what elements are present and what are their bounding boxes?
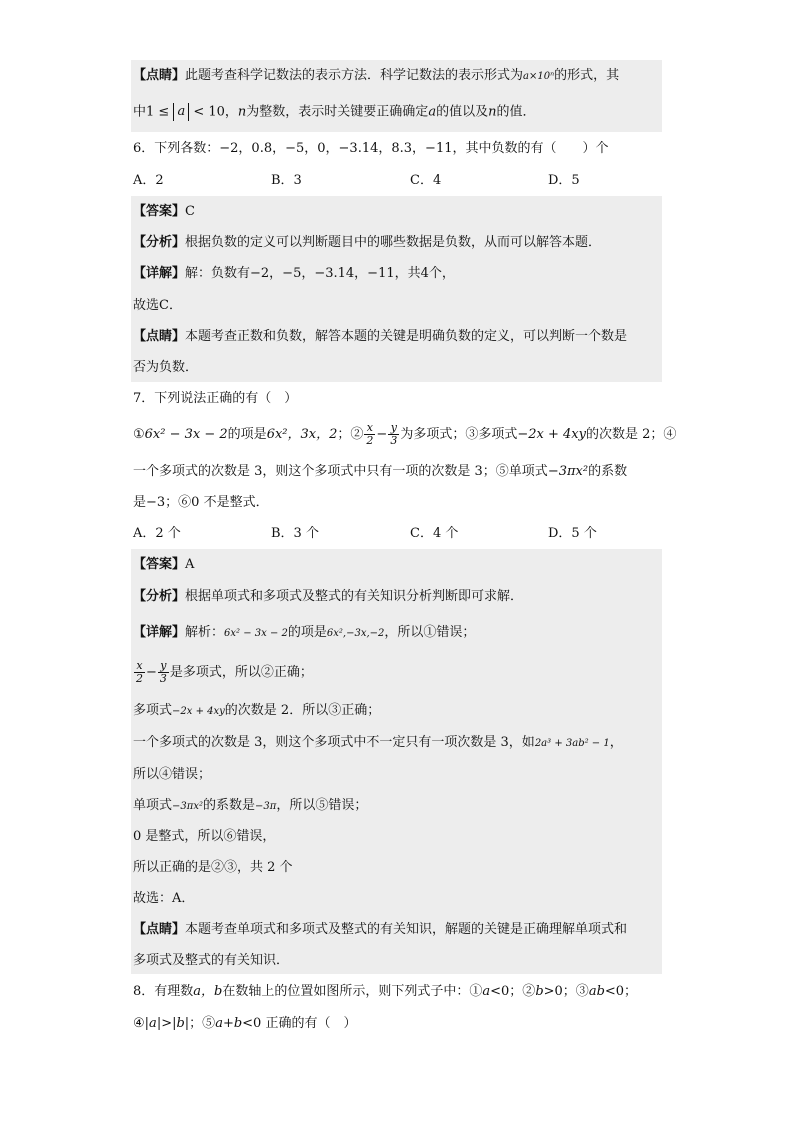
q6-option-b: B．3 bbox=[271, 173, 302, 188]
q7-detail-line7: 0 是整式，所以⑥错误， bbox=[133, 829, 276, 844]
q7-detail-line5: 所以④错误； bbox=[133, 767, 212, 782]
q6-option-a: A．2 bbox=[133, 173, 164, 188]
q6-option-d: D．5 bbox=[548, 173, 580, 188]
q7-solution-block bbox=[131, 549, 662, 974]
q7-statement-line2: 一个多项式的次数是 3，则这个多项式中只有一项的次数是 3；⑤单项式−3πx²的系数 bbox=[133, 464, 628, 479]
label-dianjing: 【点睛】 bbox=[133, 68, 186, 83]
q7-dianjing-line2: 多项式及整式的有关知识． bbox=[133, 953, 290, 968]
q6-stem: 6．下列各数：−2，0.8，−5，0，−3.14，8.3，−11，其中负数的有（ ）个 bbox=[133, 141, 609, 156]
q7-detail-line1: 【详解】解析：6x² − 3x − 2的项是6x²,−3x,−2，所以①错误； bbox=[133, 625, 476, 640]
fraction-y-over-3-detail: $\frac{y}{3}$ bbox=[159, 659, 167, 685]
q7-detail-line6: 单项式−3πx²的系数是−3π，所以⑤错误； bbox=[133, 798, 368, 813]
q6-answer: 【答案】C bbox=[133, 204, 195, 219]
q7-detail-line4: 一个多项式的次数是 3，则这个多项式中不一定只有一项次数是 3，如2a³ + 3ab² − 1， bbox=[133, 735, 623, 750]
q6-dianjing-line2: 否为负数． bbox=[133, 360, 199, 375]
fraction-x-over-2: $\frac{x}{2}$ bbox=[366, 421, 374, 447]
q7-option-a: A．2 个 bbox=[133, 526, 181, 541]
fraction-y-over-3: $\frac{y}{3}$ bbox=[390, 421, 398, 447]
q6-analysis: 【分析】根据负数的定义可以判断题目中的哪些数据是负数，从而可以解答本题． bbox=[133, 235, 602, 250]
q7-answer: 【答案】A bbox=[133, 557, 195, 572]
q7-stem: 7．下列说法正确的有（ ） bbox=[133, 391, 298, 406]
q7-option-b: B．3 个 bbox=[271, 526, 319, 541]
q8-stem-line1: 8．有理数a，b在数轴上的位置如图所示，则下列式子中：①a<0；②b>0；③ab<0； bbox=[133, 984, 638, 999]
q6-solution-block bbox=[131, 196, 662, 382]
q7-option-d: D．5 个 bbox=[548, 526, 597, 541]
q6-option-c: C．4 bbox=[410, 173, 442, 188]
fraction-x-over-2-detail: $\frac{x}{2}$ bbox=[136, 659, 143, 685]
q6-detail: 【详解】解：负数有−2，−5，−3.14，−11，共4个， bbox=[133, 266, 455, 281]
q7-detail-line2: $\frac{x}{2}$ − $\frac{y}{3}$ 是多项式，所以②正确； bbox=[136, 659, 313, 685]
q7-statement-line1: ①6x² − 3x − 2的项是6x²，3x，2；② $\frac{x}{2}$ − $\frac{y}{3}$ 为多项式；③多项式−2x + 4xy的次数是 2；④ bbox=[133, 421, 677, 447]
q6-choice: 故选C． bbox=[133, 298, 182, 313]
q7-analysis: 【分析】根据单项式和多项式及整式的有关知识分析判断即可求解． bbox=[133, 589, 524, 604]
q5-dianjing-line1: 【点睛】此题考查科学记数法的表示方法．科学记数法的表示形式为a×10ⁿ的形式，其 bbox=[133, 68, 620, 83]
q7-statement-line3: 是−3；⑥0 不是整式． bbox=[133, 495, 269, 510]
q8-stem-line2: ④|a|>|b|；⑤a+b<0 正确的有（ ） bbox=[133, 1016, 357, 1031]
q7-choice: 故选：A． bbox=[133, 891, 195, 906]
q6-dianjing-line1: 【点睛】本题考查正数和负数，解答本题的关键是明确负数的定义，可以判断一个数是 bbox=[133, 329, 628, 344]
q7-detail-line3: 多项式−2x + 4xy的次数是 2．所以③正确； bbox=[133, 703, 381, 718]
q7-detail-line8: 所以正确的是②③，共 2 个 bbox=[133, 860, 293, 875]
q5-dianjing-line2: 中1 ≤ a < 10，n为整数，表示时关键要正确确定a的值以及n的值． bbox=[133, 104, 536, 120]
q7-option-c: C．4 个 bbox=[410, 526, 459, 541]
q7-dianjing-line1: 【点睛】本题考查单项式和多项式及整式的有关知识，解题的关键是正确理解单项式和 bbox=[133, 922, 628, 937]
